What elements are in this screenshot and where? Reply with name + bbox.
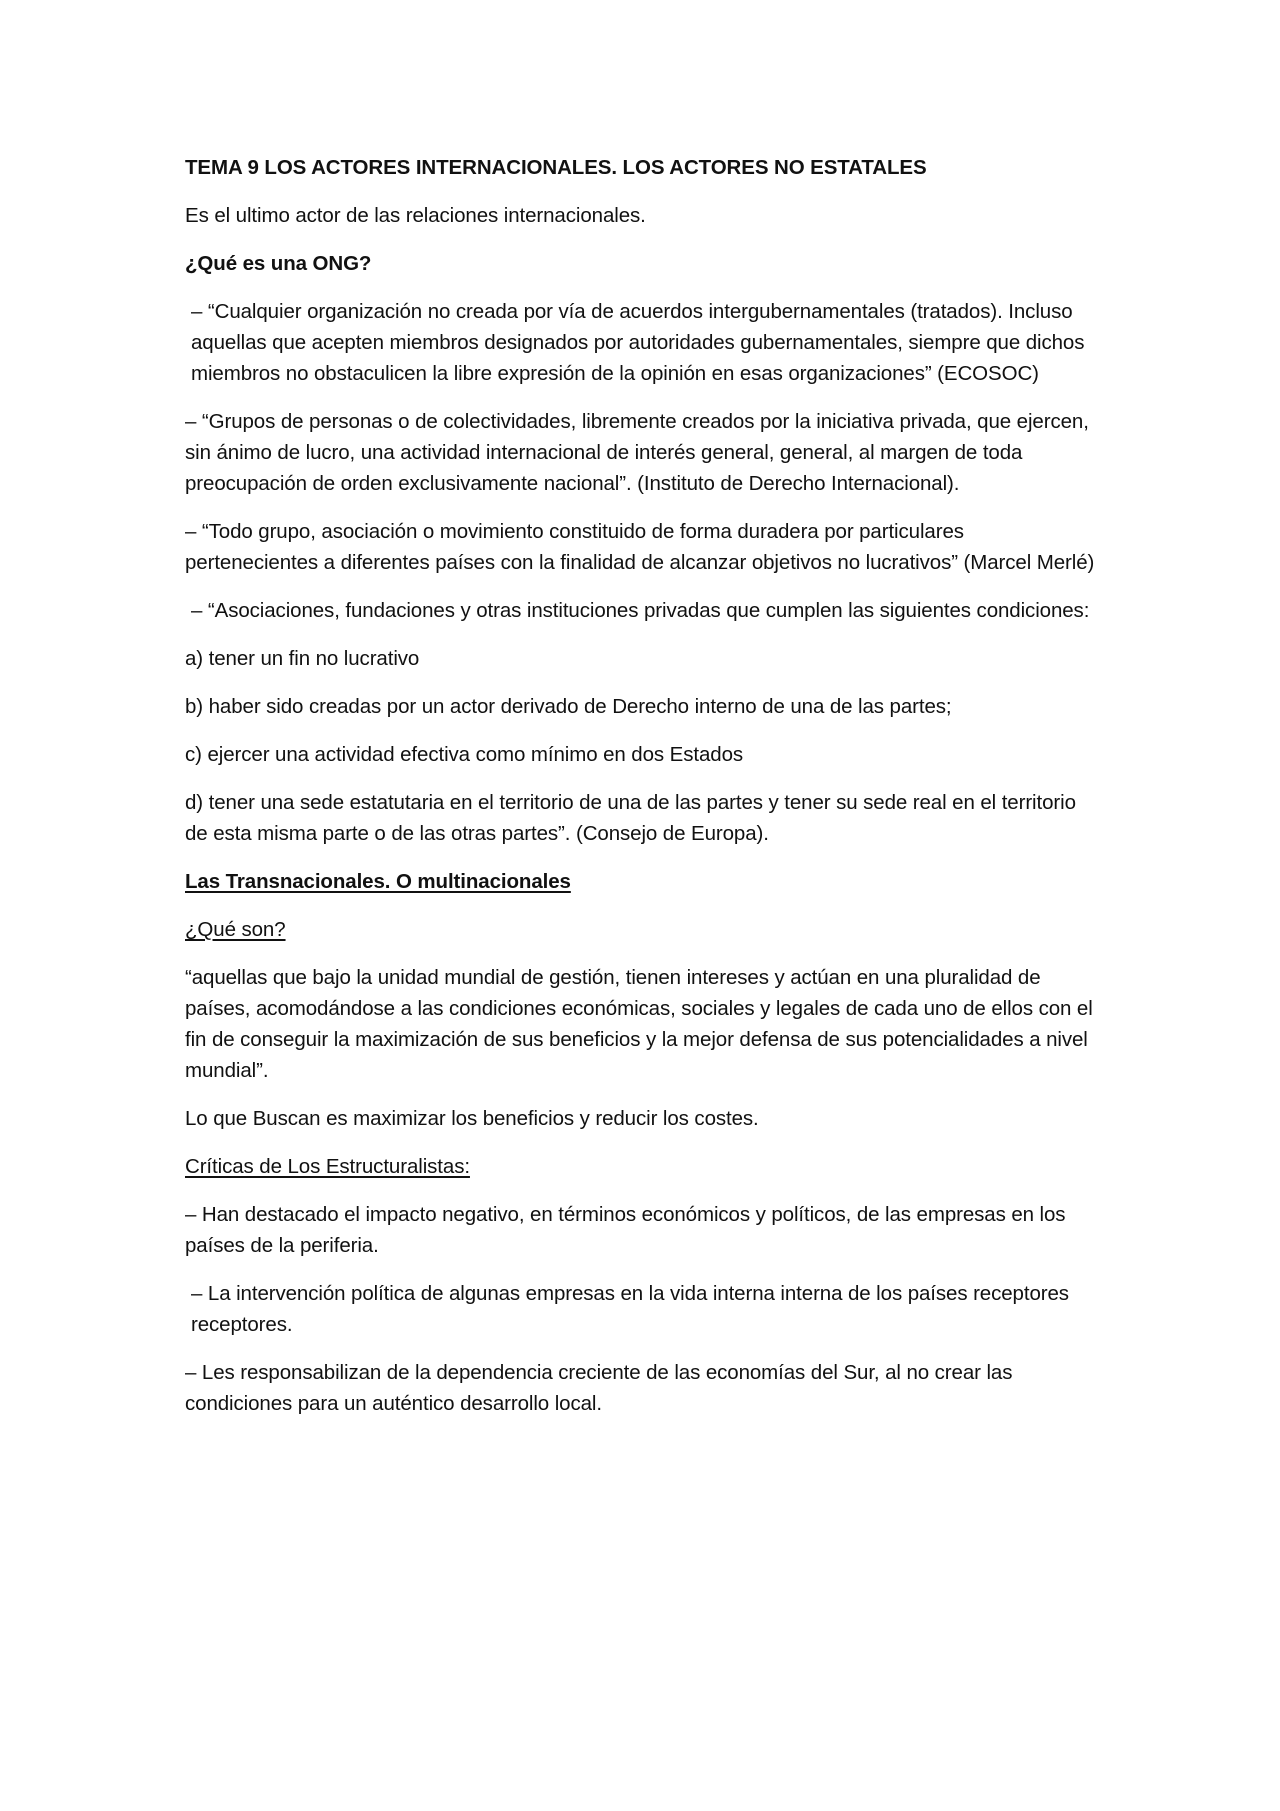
critiques-heading: Críticas de Los Estructuralistas:	[185, 1155, 470, 1178]
what-are-heading: ¿Qué son?	[185, 918, 286, 941]
transnational-heading: Las Transnacionales. O multinacionales	[185, 870, 571, 893]
condition-d: d) tener una sede estatutaria en el territorio de una de las partes y tener su sede real en el territorio de esta misma parte o de las otras partes”. (Consejo de Europa).	[185, 791, 1076, 845]
ong-heading: ¿Qué es una ONG?	[185, 252, 372, 275]
condition-b: b) haber sido creadas por un actor derivado de Derecho interno de una de las partes;	[185, 695, 952, 718]
ong-definition-merle: – “Todo grupo, asociación o movimiento constituido de forma duradera por particulares pertenecientes a diferentes países con la finalidad de alcanzar objetivos no lucrativos” (Marcel Merlé)	[185, 520, 1095, 574]
ong-definition-idi: – “Grupos de personas o de colectividades, libremente creados por la iniciativa privada, que ejercen, sin ánimo de lucro, una actividad internacional de interés general, general, al margen de toda preocupación de orden exclusivamente nacional”. (Instituto de Derecho Internacional).	[185, 410, 1089, 495]
critique-item: – Han destacado el impacto negativo, en términos económicos y políticos, de las empresas en los países de la periferia.	[185, 1203, 1066, 1257]
document-title: TEMA 9 LOS ACTORES INTERNACIONALES. LOS ACTORES NO ESTATALES	[185, 156, 927, 179]
transnational-goal: Lo que Buscan es maximizar los beneficios y reducir los costes.	[185, 1107, 759, 1130]
condition-a: a) tener un fin no lucrativo	[185, 647, 420, 670]
transnational-definition: “aquellas que bajo la unidad mundial de gestión, tienen intereses y actúan en una pluralidad de países, acomodándose a las condiciones económicas, sociales y legales de cada uno de ellos con el fin de conseguir la maximización de sus beneficios y la mejor defensa de sus potencialidades a nivel mundial”.	[185, 966, 1093, 1082]
ong-definition-ecosoc: – “Cualquier organización no creada por vía de acuerdos intergubernamentales (tratados). Incluso aquellas que acepten miembros designados por autoridades gubernamentales, siempre que dichos miembros no obstaculicen la libre expresión de la opinión en esas organizaciones” (ECOSOC)	[191, 300, 1085, 385]
critique-item: – Les responsabilizan de la dependencia creciente de las economías del Sur, al no crear las condiciones para un auténtico desarrollo local.	[185, 1361, 1013, 1415]
intro-paragraph: Es el ultimo actor de las relaciones internacionales.	[185, 204, 646, 227]
critique-item: – La intervención política de algunas empresas en la vida interna interna de los países receptores receptores.	[191, 1282, 1069, 1336]
ong-definition-council: – “Asociaciones, fundaciones y otras instituciones privadas que cumplen las siguientes condiciones:	[191, 599, 1090, 622]
condition-c: c) ejercer una actividad efectiva como mínimo en dos Estados	[185, 743, 744, 766]
